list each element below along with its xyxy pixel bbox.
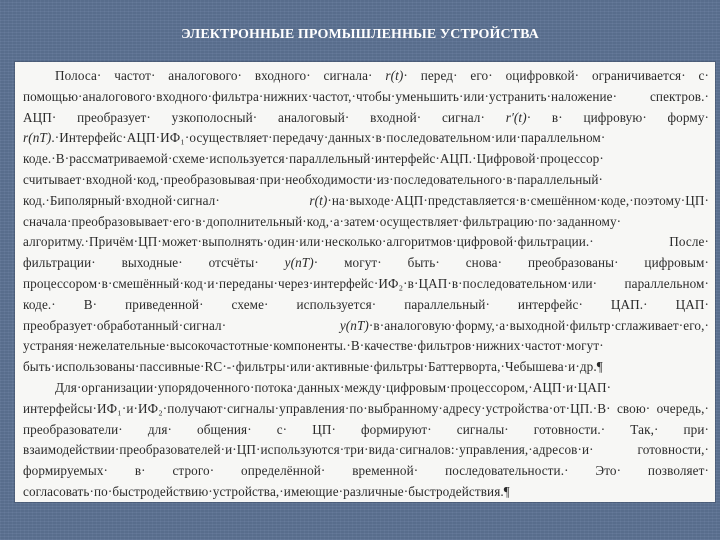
- text-segment: Для·организации·упорядоченного·потока·данных·между·цифровым·процессором,·АЦП·и·ЦАП· интерфейсы·ИФ₁·и·ИФ₂·получают·сигналы·управления·по·выбранному·адресу·устройства·от·ЦП.·В· свою· очередь,· преобразователи· для· общения· с· ЦП· формируют· сигналы· готовности.· Так,· при· взаимодействии·преобразователей·и·ЦП·используются·три·вида·сигналов:·управления,·адресов·и· готовности,· формируемых· в· строго· определённой· временной· последовательности.· Это· позволяет· согласовать·по·быстродействию·устройства,·имеющие·различные·быстродействия.¶: [23, 379, 709, 499]
- formula-r-prime-t: r′(t): [505, 109, 527, 125]
- document-text: [23, 66, 709, 502]
- formula-y-nt: y(nT): [339, 317, 369, 333]
- formula-y-nt: y(nT): [284, 255, 314, 271]
- text-segment: ·в·аналоговую·форму,·а·выходной·фильтр·сглаживает·его,· устраняя·нежелательные·высокочастотные·компоненты.·В·качестве·фильтров·нижних·частот·могут· быть·использованы·пассивные·RC·-·фильтры·или·активные·фильтры·Баттерворта,·Чебышева·и·др.¶: [23, 317, 709, 375]
- text-segment: Полоса· частот· аналогового· входного· сигнала·: [55, 68, 386, 83]
- formula-r-t: r(t): [385, 68, 404, 83]
- text-segment: · перед· его· оцифровкой· ограничивается· с· помощью·аналогового·входного·фильтра·нижних·частот,·чтобы·уменьшить·или·устранить·наложение· спектров.· АЦП· преобразует· узкополосный· аналоговый· входной· сигнал·: [23, 68, 709, 125]
- document-page: [15, 62, 715, 502]
- text-segment: ·на·выходе·АЦП·представляется·в·смешённом·коде,·поэтому·ЦП· сначала·преобразовывает·его·в·дополнительный·код,·а·затем·осуществляет·фильтрацию·по·заданному· алгоритму.·Причём·ЦП·может·выполнять·один·или·несколько·алгоритмов·цифровой·фильтрации.· После· фильтрации· выходные· отсчёты·: [23, 192, 709, 271]
- paragraph-1: [23, 66, 709, 378]
- paragraph-2: [23, 378, 709, 502]
- text-segment: .·Интерфейс·АЦП·ИФ₁·осуществляет·передачу·данных·в·последовательном·или·параллельном· коде.·В·рассматриваемой·схеме·используется·параллельный·интерфейс·АЦП.·Цифровой·процессор· считывает·входной·код,·преобразовывая·при·необходимости·из·последовательного·в·параллельный· код.·Биполярный·входной·сигнал·: [23, 130, 606, 208]
- text-segment: · могут· быть· снова· преобразованы· цифровым· процессором·в·смешённый·код·и·переданы·через·интерфейс·ИФ₂·в·ЦАП·в·последовательном·или· параллельном· коде.· В· приведенной· схеме· используется· параллельный· интерфейс· ЦАП.· ЦАП· преобразует·обработанный·сигнал·: [23, 255, 709, 333]
- formula-r-nt: r(nT): [23, 130, 52, 146]
- slide-title: ЭЛЕКТРОННЫЕ ПРОМЫШЛЕННЫЕ УСТРОЙСТВА: [181, 27, 539, 42]
- formula-r-t: r(t): [309, 192, 328, 208]
- text-segment: · в· цифровую· форму·: [526, 109, 710, 125]
